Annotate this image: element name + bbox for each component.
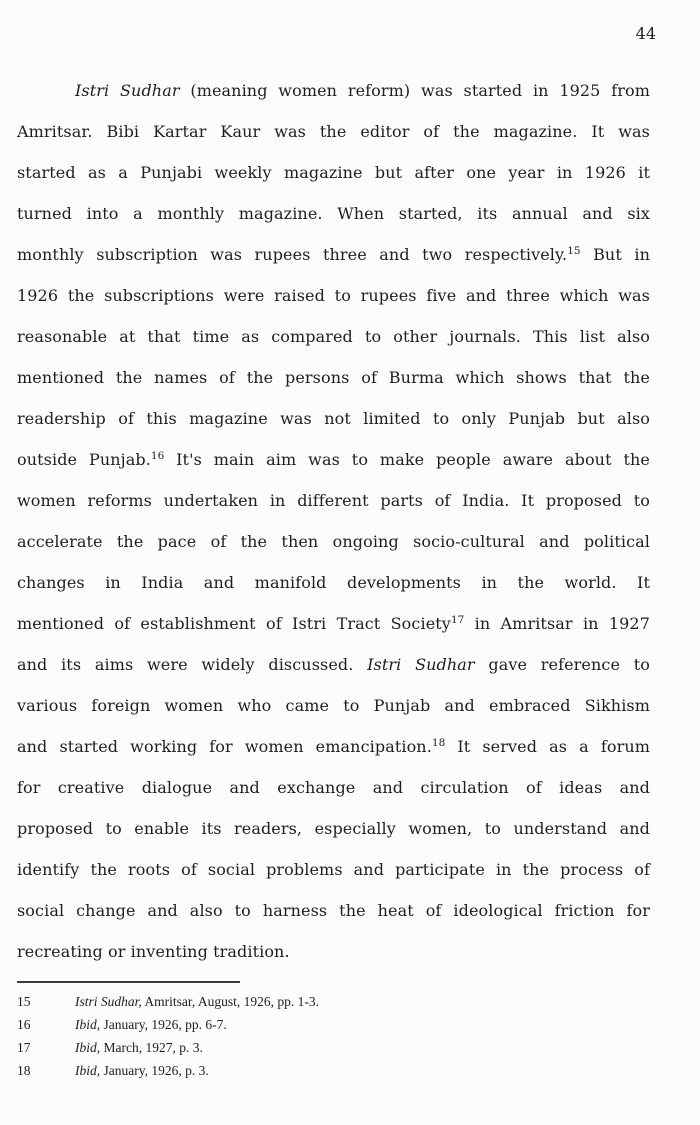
body-text: readership of this magazine was not limited to only Punjab but also xyxy=(17,409,650,428)
footnote-number: 16 xyxy=(17,1017,31,1032)
footnote-ref-17: 17 xyxy=(450,614,465,626)
footnote-detail: January, 1926, pp. 6-7. xyxy=(100,1017,227,1032)
body-text: 1926 the subscriptions were raised to rupees five and three which was xyxy=(17,286,650,305)
body-line xyxy=(17,931,650,972)
body-line xyxy=(17,808,650,849)
footnote-row xyxy=(17,1013,657,1036)
footnote-detail: Amritsar, August, 1926, pp. 1-3. xyxy=(141,994,319,1009)
body-text: mentioned of establishment of Istri Tract Society xyxy=(17,614,451,633)
body-text: turned into a monthly magazine. When started, its annual and six xyxy=(17,204,650,223)
footnote-text xyxy=(75,990,657,1013)
footnote-ref-15: 15 xyxy=(567,245,581,257)
footnote-source-italic: Ibid, xyxy=(75,1017,101,1032)
body-text: It's main aim was to make people aware about the xyxy=(164,450,650,469)
body-text-italic: Istri Sudhar xyxy=(75,81,180,100)
body-text: women reforms undertaken in different parts of India. It proposed to xyxy=(17,491,650,510)
body-line xyxy=(17,890,650,931)
body-line xyxy=(17,70,650,111)
footnote-number: 17 xyxy=(17,1040,31,1055)
footnote-ref-18: 18 xyxy=(431,737,446,749)
body-text: reasonable at that time as compared to other journals. This list also xyxy=(17,327,650,346)
body-text: started as a Punjabi weekly magazine but after one year in 1926 it xyxy=(17,163,650,182)
footnote-source-italic: Ibid, xyxy=(75,1063,101,1078)
footnote-ref-16: 16 xyxy=(150,450,165,462)
body-line xyxy=(17,152,650,193)
body-line xyxy=(17,521,650,562)
footnotes-section xyxy=(17,990,657,1082)
body-line xyxy=(17,439,650,480)
footnote-number: 15 xyxy=(17,994,31,1009)
body-text: proposed to enable its readers, especially women, to understand and xyxy=(17,819,650,838)
page-number: 44 xyxy=(635,24,656,43)
footnote-row xyxy=(17,1036,657,1059)
footnote-row xyxy=(17,1059,657,1082)
body-text: and started working for women emancipation. xyxy=(17,737,432,756)
body-text: monthly subscription was rupees three and two respectively. xyxy=(17,245,568,264)
body-text: various foreign women who came to Punjab and embraced Sikhism xyxy=(17,696,650,715)
body-line xyxy=(17,562,650,603)
body-line xyxy=(17,726,650,767)
body-line xyxy=(17,111,650,152)
footnote-row xyxy=(17,990,657,1013)
body-line xyxy=(17,849,650,890)
footnote-text xyxy=(75,1036,657,1059)
body-text: gave reference to xyxy=(474,655,650,674)
body-line xyxy=(17,480,650,521)
footnote-detail: January, 1926, p. 3. xyxy=(100,1063,209,1078)
body-text: recreating or inventing tradition. xyxy=(17,942,290,961)
body-line xyxy=(17,357,650,398)
footnote-text xyxy=(75,1059,657,1082)
body-line xyxy=(17,644,650,685)
body-line xyxy=(17,685,650,726)
footnote-source-italic: Ibid, xyxy=(75,1040,101,1055)
body-text: in Amritsar in 1927 xyxy=(464,614,650,633)
body-line xyxy=(17,275,650,316)
body-text: and its aims were widely discussed. xyxy=(17,655,368,674)
body-paragraph xyxy=(17,70,650,972)
body-line xyxy=(17,234,650,275)
body-text: Amritsar. Bibi Kartar Kaur was the editor of the magazine. It was xyxy=(17,122,650,141)
body-text: accelerate the pace of the then ongoing socio-cultural and political xyxy=(17,532,650,551)
footnote-detail: March, 1927, p. 3. xyxy=(100,1040,203,1055)
body-text: mentioned the names of the persons of Burma which shows that the xyxy=(17,368,650,387)
footnote-separator-rule xyxy=(17,981,240,983)
body-line xyxy=(17,316,650,357)
footnote-number: 18 xyxy=(17,1063,31,1078)
body-text: for creative dialogue and exchange and circulation of ideas and xyxy=(17,778,650,797)
body-text: identify the roots of social problems and participate in the process of xyxy=(17,860,650,879)
footnote-source-italic: Istri Sudhar, xyxy=(75,994,142,1009)
body-text: But in xyxy=(580,245,650,264)
body-line xyxy=(17,603,650,644)
body-text-italic: Istri Sudhar xyxy=(367,655,475,674)
body-text: social change and also to harness the heat of ideological friction for xyxy=(17,901,650,920)
body-text: (meaning women reform) was started in 1925 from xyxy=(179,81,650,100)
body-text: changes in India and manifold developments in the world. It xyxy=(17,573,650,592)
body-line xyxy=(17,767,650,808)
body-line xyxy=(17,193,650,234)
body-text: outside Punjab. xyxy=(17,450,151,469)
body-line xyxy=(17,398,650,439)
body-text: It served as a forum xyxy=(445,737,650,756)
footnote-text xyxy=(75,1013,657,1036)
